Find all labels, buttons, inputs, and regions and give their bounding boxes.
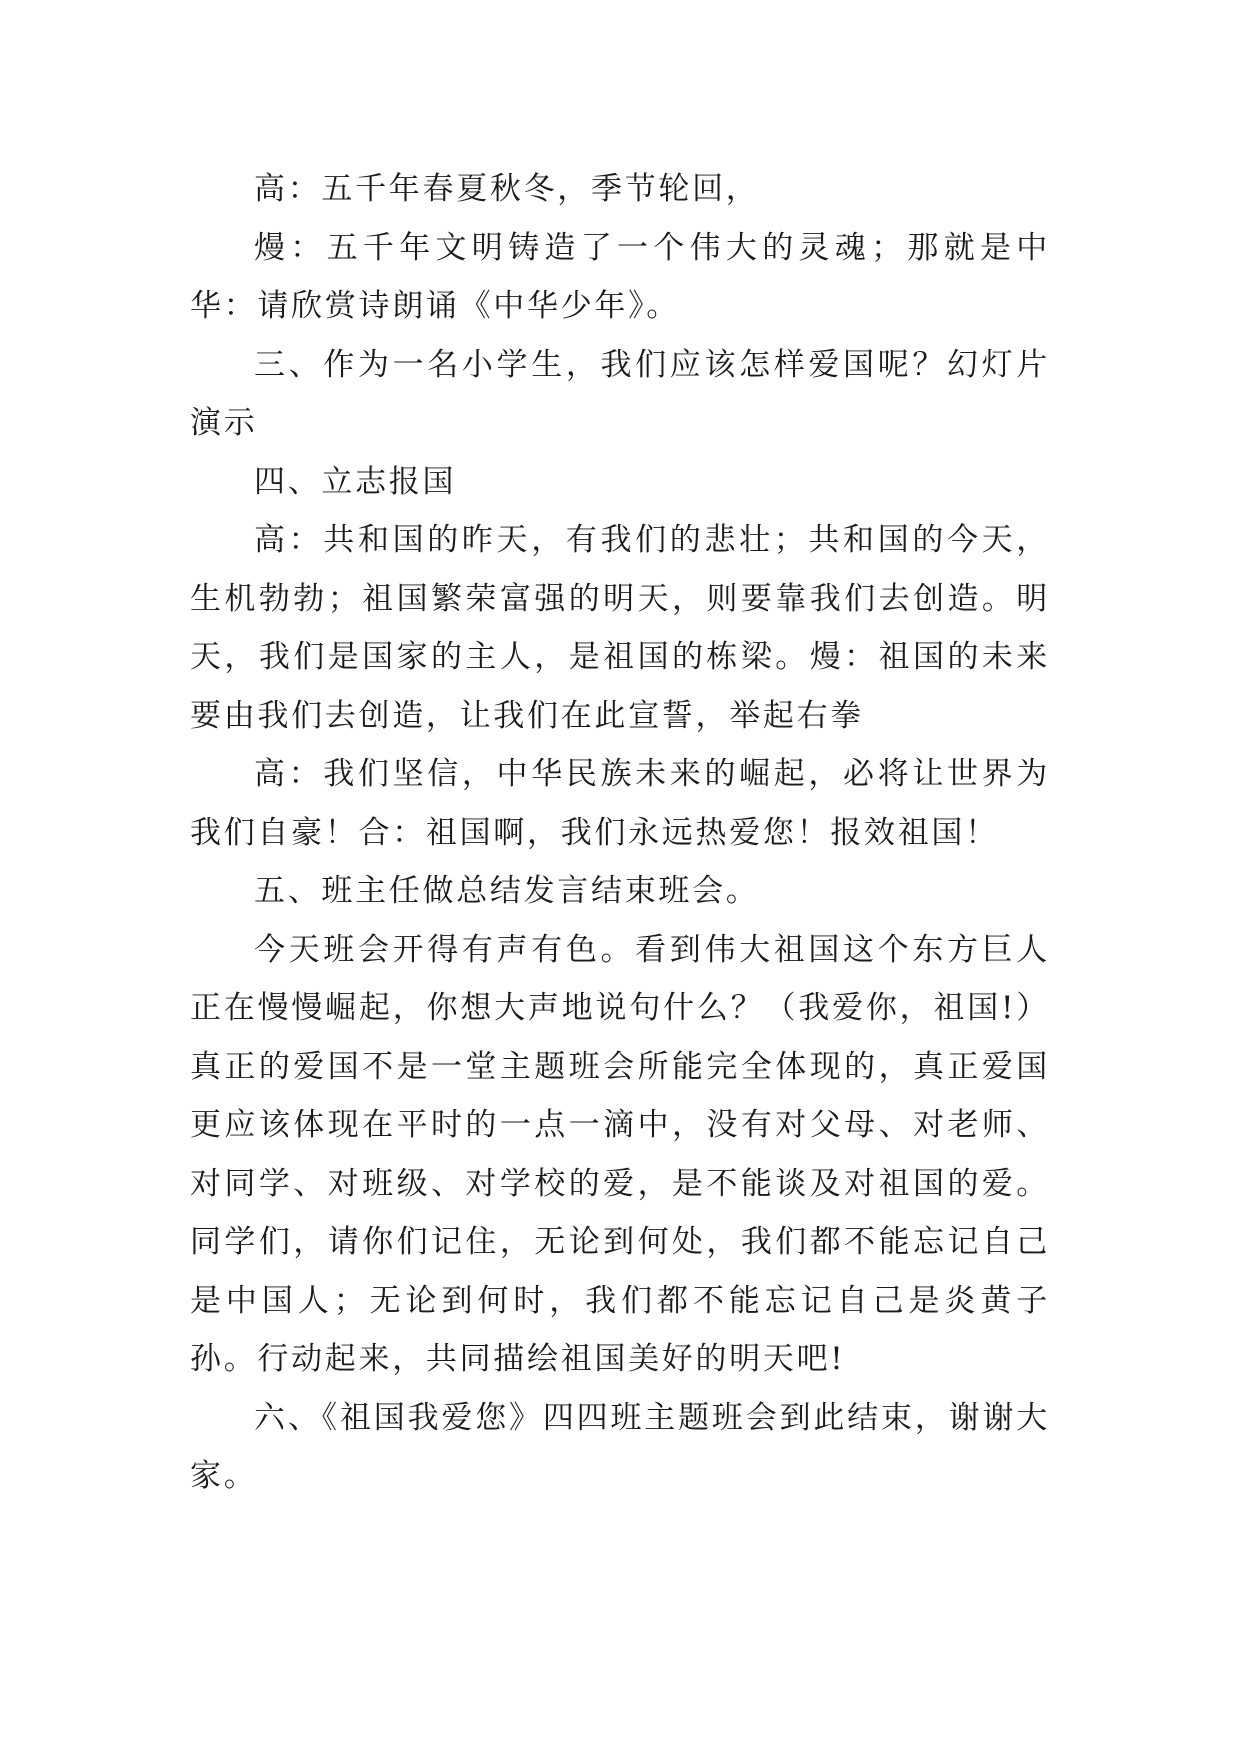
paragraph: 今天班会开得有声有色。看到伟大祖国这个东方巨人正在慢慢崛起，你想大声地说句什么？（我爱你，祖国!）真正的爱国不是一堂主题班会所能完全体现的，真正爱国更应该体现在平时的一点一滴中，没有对父母、对老师、对同学、对班级、对学校的爱，是不能谈及对祖国的爱。同学们，请你们记住，无论到何处，我们都不能忘记自己是中国人；无论到何时，我们都不能忘记自己是炎黄子孙。行动起来，共同描绘祖国美好的明天吧! [190,931,1050,1377]
paragraph: 高：共和国的昨天，有我们的悲壮；共和国的今天，生机勃勃；祖国繁荣富强的明天，则要靠我们去创造。明天，我们是国家的主人，是祖国的栋梁。熳：祖国的未来要由我们去创造，让我们在此宣誓，举起右拳 [190,522,1050,734]
paragraph: 五、班主任做总结发言结束班会。 [254,873,760,909]
paragraph: 四、立志报国 [254,463,457,500]
paragraph: 高：五千年春夏秋冬，季节轮回， [254,171,760,207]
paragraph: 高：我们坚信，中华民族未来的崛起，必将让世界为我们自豪！合：祖国啊，我们永远热爱您！报效祖国！ [190,756,1050,851]
document-body [190,160,1050,1506]
paragraph: 熳：五千年文明铸造了一个伟大的灵魂；那就是中华：请欣赏诗朗诵《中华少年》。 [190,229,1050,324]
paragraph: 三、作为一名小学生，我们应该怎样爱国呢？幻灯片演示 [190,346,1050,441]
paragraph: 六、《祖国我爱您》四四班主题班会到此结束，谢谢大家。 [190,1399,1050,1494]
